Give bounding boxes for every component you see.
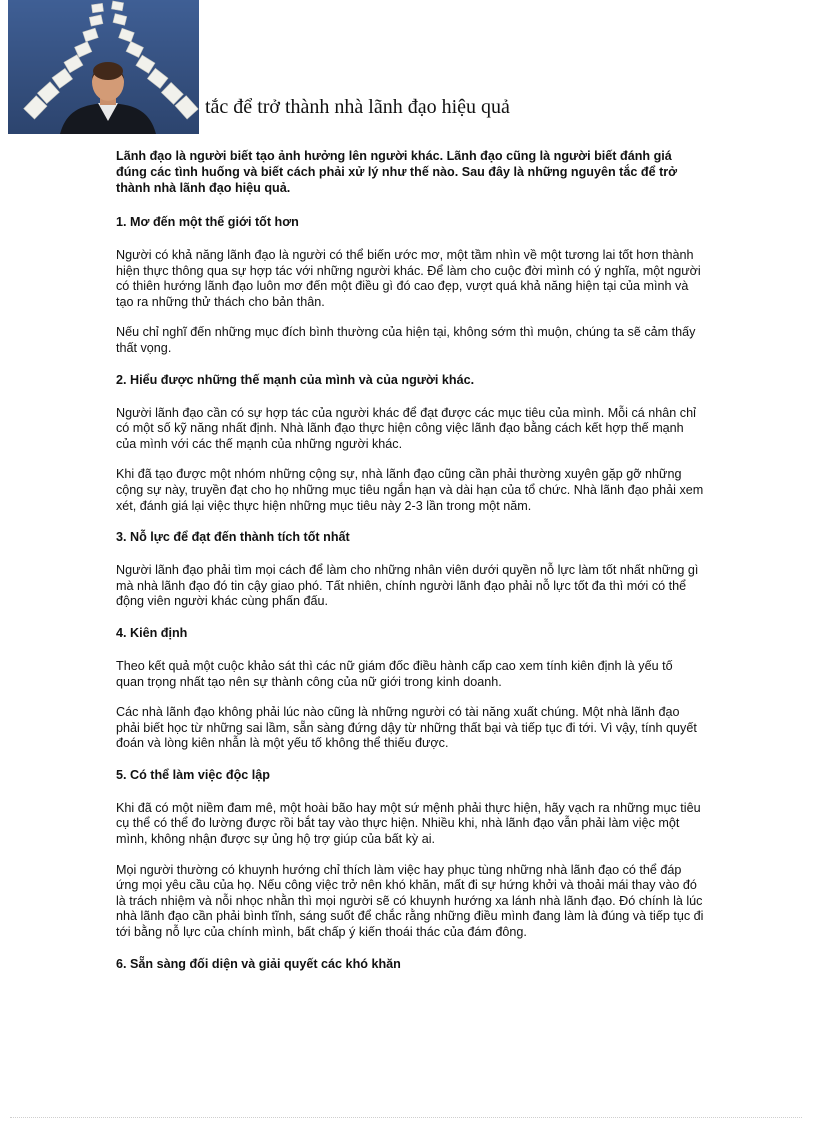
section-paragraph: Các nhà lãnh đạo không phải lúc nào cũng là những người có tài năng xuất chúng. Một nhà lãnh đạo phải biết học từ những sai lầm, sẵn sàng đứng dậy từ những thất bại và tiếp tục đi tới. Vì vậy, tính quyết đoán và lòng kiên nhẫn là một yếu tố không thể thiếu được. [116, 705, 697, 751]
section-heading: 3. Nỗ lực để đạt đến thành tích tốt nhất [116, 530, 350, 545]
section-paragraph: Người có khả năng lãnh đạo là người có thể biến ước mơ, một tầm nhìn về một tương lai tốt hơn thành hiện thực thông qua sự hợp tác với những người khác. Để làm cho cuộc đời mình có ý nghĩa, một người có thiên hướng lãnh đạo luôn mơ đến một điều gì đó cao đẹp, vượt quá khả năng hiện tại của mình và tạo ra những thử thách cho bản thân. [116, 248, 701, 309]
section-heading: 4. Kiên định [116, 625, 188, 640]
header-image [8, 0, 199, 134]
article-body [116, 148, 704, 990]
page-bottom-divider [10, 1117, 802, 1118]
section-paragraph: Người lãnh đạo cần có sự hợp tác của người khác để đạt được các mục tiêu của mình. Mỗi cá nhân chỉ có một số kỹ năng nhất định. Nhà lãnh đạo thực hiện công việc lãnh đạo bằng cách kết hợp thế mạnh của mình với các thế mạnh của những người khác. [116, 405, 696, 451]
section-paragraph: Người lãnh đạo phải tìm mọi cách để làm cho những nhân viên dưới quyền nỗ lực làm tốt nhất những gì mà nhà lãnh đạo đó tin cậy giao phó. Tất nhiên, chính người lãnh đạo phải nỗ lực tốt đa thì mới có thể động viên người khác cùng phấn đấu. [116, 563, 699, 609]
intro-paragraph: Lãnh đạo là người biết tạo ảnh hưởng lên người khác. Lãnh đạo cũng là người biết đánh giá đúng các tình huống và biết cách phải xử lý như thế nào. Sau đây là những nguyên tắc để trở thành nhà lãnh đạo hiệu quả. [116, 149, 678, 195]
section-paragraph: Theo kết quả một cuộc khảo sát thì các nữ giám đốc điều hành cấp cao xem tính kiên định là yếu tố quan trọng nhất tạo nên sự thành công của nữ giới trong kinh doanh. [116, 658, 673, 689]
section-paragraph: Mọi người thường có khuynh hướng chỉ thích làm việc hay phục tùng những nhà lãnh đạo có thể đáp ứng mọi yêu cầu của họ. Nếu công việc trở nên khó khăn, mất đi sự hứng khởi và thoải mái thay vào đó là trách nhiệm và nỗi nhọc nhằn thì mọi người sẽ có khuynh hướng xa lánh nhà lãnh đạo. Đó chính là lúc nhà lãnh đạo cần phải bình tĩnh, sáng suốt để chắc rằng những điều mình đang làm là đúng và tiếp tục đi tới bằng nỗ lực của chính mình, bất chấp ý kiến thoái thác của đám đông. [116, 862, 704, 940]
section-heading: 1. Mơ đến một thế giới tốt hơn [116, 215, 299, 229]
section-paragraph: Khi đã có một niềm đam mê, một hoài bão hay một sứ mệnh phải thực hiện, hãy vạch ra những mục tiêu cụ thể có thể đo lường được rồi bắt tay vào thực hiện. Nhiều khi, nhà lãnh đạo vẫn phải làm việc một mình, không nhận được sự ủng hộ trợ giúp của bất kỳ ai. [116, 800, 701, 847]
page-title: tắc để trở thành nhà lãnh đạo hiệu quả [205, 96, 510, 118]
section-heading: 5. Có thể làm việc độc lập [116, 767, 270, 782]
section-heading: 2. Hiểu được những thế mạnh của mình và của người khác. [116, 372, 475, 387]
section-paragraph: Nếu chỉ nghĩ đến những mục đích bình thường của hiện tại, không sớm thì muộn, chúng ta sẽ cảm thấy thất vọng. [116, 325, 696, 355]
section-paragraph: Khi đã tạo được một nhóm những cộng sự, nhà lãnh đạo cũng cần phải thường xuyên gặp gỡ những cộng sự này, truyền đạt cho họ những mục tiêu ngắn hạn và dài hạn của tổ chức. Nhà lãnh đạo phải xem xét, đánh giá lại việc thực hiện những mục tiêu này 2-3 lần trong một năm. [116, 467, 704, 513]
section-heading: 6. Sẵn sàng đối diện và giải quyết các khó khăn [116, 956, 401, 971]
leader-path-illustration [8, 0, 199, 134]
